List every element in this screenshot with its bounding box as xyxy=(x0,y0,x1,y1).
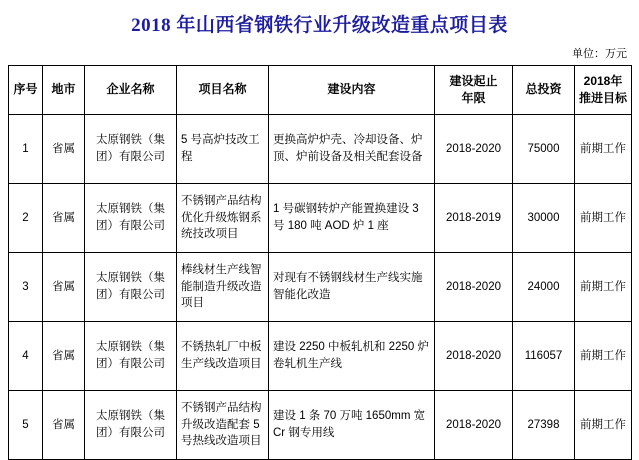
cell-index: 1 xyxy=(9,115,43,184)
cell-investment: 30000 xyxy=(513,184,575,253)
cell-enterprise: 太原钢铁（集团）有限公司 xyxy=(85,253,177,322)
unit-note: 单位：万元 xyxy=(572,48,627,60)
cell-city: 省属 xyxy=(43,253,85,322)
document-page xyxy=(0,10,639,446)
table-row xyxy=(9,322,632,391)
cell-project: 5 号高炉技改工程 xyxy=(177,115,269,184)
cell-index: 5 xyxy=(9,391,43,460)
cell-investment: 27398 xyxy=(513,391,575,460)
cell-content: 更换高炉炉壳、冷却设备、炉顶、炉前设备及相关配套设备 xyxy=(269,115,435,184)
cell-goal: 前期工作 xyxy=(575,115,632,184)
cell-years: 2018-2020 xyxy=(435,322,513,391)
cell-content: 1 号碳钢转炉产能置换建设 3 号 180 吨 AOD 炉 1 座 xyxy=(269,184,435,253)
cell-goal: 前期工作 xyxy=(575,253,632,322)
column-header-project: 项目名称 xyxy=(177,66,269,115)
cell-enterprise: 太原钢铁（集团）有限公司 xyxy=(85,184,177,253)
column-header-goal-line1: 2018年 xyxy=(583,73,623,88)
column-header-enterprise: 企业名称 xyxy=(85,66,177,115)
cell-goal: 前期工作 xyxy=(575,184,632,253)
cell-project: 不锈钢产品结构优化升级炼钢系统技改项目 xyxy=(177,184,269,253)
column-header-index: 序号 xyxy=(9,66,43,115)
column-header-investment: 总投资 xyxy=(513,66,575,115)
cell-enterprise: 太原钢铁（集团）有限公司 xyxy=(85,322,177,391)
column-header-years xyxy=(435,66,513,115)
cell-enterprise: 太原钢铁（集团）有限公司 xyxy=(85,391,177,460)
cell-goal: 前期工作 xyxy=(575,391,632,460)
cell-years: 2018-2020 xyxy=(435,253,513,322)
cell-city: 省属 xyxy=(43,115,85,184)
cell-investment: 24000 xyxy=(513,253,575,322)
table-row xyxy=(9,184,632,253)
cell-enterprise: 太原钢铁（集团）有限公司 xyxy=(85,115,177,184)
column-header-content: 建设内容 xyxy=(269,66,435,115)
cell-content: 建设 2250 中板轧机和 2250 炉卷轧机生产线 xyxy=(269,322,435,391)
projects-table xyxy=(8,65,632,460)
column-header-years-line1: 建设起止 xyxy=(449,73,498,88)
column-header-city: 地市 xyxy=(43,66,85,115)
cell-index: 4 xyxy=(9,322,43,391)
cell-project: 棒线材生产线智能制造升级改造项目 xyxy=(177,253,269,322)
cell-content: 对现有不锈钢线材生产线实施智能化改造 xyxy=(269,253,435,322)
column-header-years-line2: 年限 xyxy=(461,91,486,105)
cell-content: 建设 1 条 70 万吨 1650mm 宽 Cr 钢专用线 xyxy=(269,391,435,460)
table-row xyxy=(9,115,632,184)
cell-project: 不锈热轧厂中板生产线改造项目 xyxy=(177,322,269,391)
cell-years: 2018-2020 xyxy=(435,391,513,460)
cell-index: 3 xyxy=(9,253,43,322)
cell-goal: 前期工作 xyxy=(575,322,632,391)
cell-investment: 75000 xyxy=(513,115,575,184)
table-header-row xyxy=(9,66,632,115)
cell-city: 省属 xyxy=(43,322,85,391)
cell-city: 省属 xyxy=(43,184,85,253)
table-row xyxy=(9,253,632,322)
page-title: 2018 年山西省钢铁行业升级改造重点项目表 xyxy=(131,15,508,36)
cell-city: 省属 xyxy=(43,391,85,460)
column-header-goal-line2: 推进目标 xyxy=(579,91,628,105)
cell-index: 2 xyxy=(9,184,43,253)
cell-years: 2018-2019 xyxy=(435,184,513,253)
cell-years: 2018-2020 xyxy=(435,115,513,184)
table-row xyxy=(9,391,632,460)
column-header-goal xyxy=(575,66,632,115)
cell-investment: 116057 xyxy=(513,322,575,391)
cell-project: 不锈钢产品结构升级改造配套 5 号热线改造项目 xyxy=(177,391,269,460)
